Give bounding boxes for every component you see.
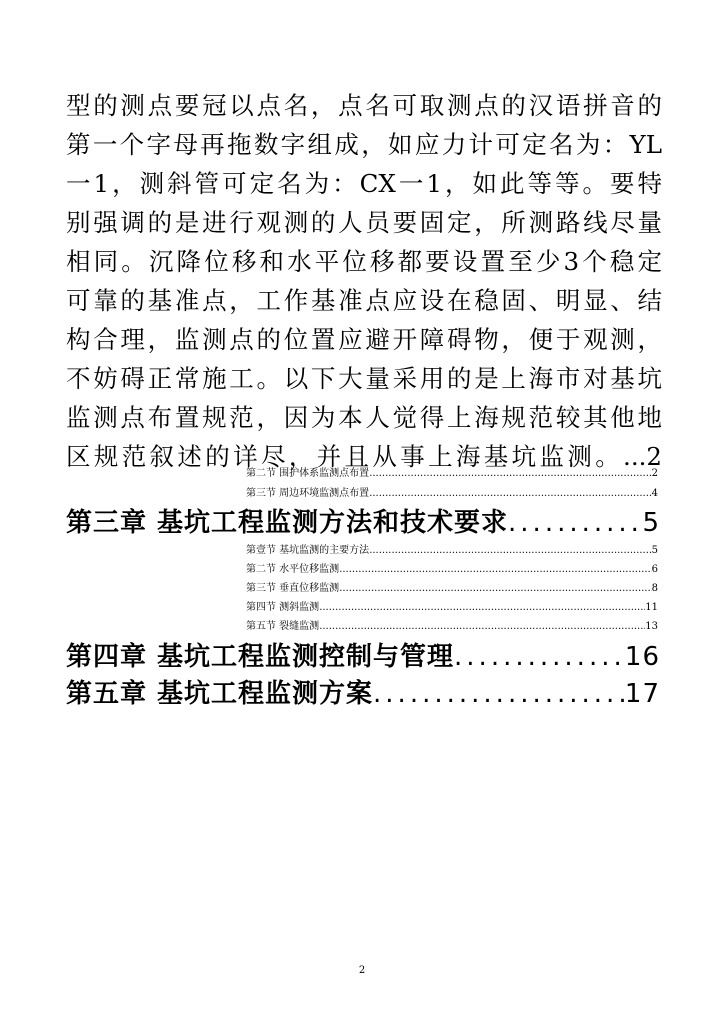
toc-page-number: 6: [651, 564, 658, 575]
page-footer-number: 2: [358, 965, 366, 976]
toc-section-entry[interactable]: [246, 618, 658, 636]
toc-chapter-number: 第三章: [66, 508, 148, 538]
toc-chapter-entry[interactable]: [66, 677, 660, 711]
toc-leader-dots: [369, 542, 651, 560]
toc-chapter-entry[interactable]: [66, 506, 660, 540]
body-paragraph: [66, 86, 662, 476]
toc-page-number: 2: [651, 468, 658, 479]
toc-section-label: 第二节 水平位移监测: [246, 564, 340, 575]
toc-chapter-title-group: [66, 677, 373, 711]
toc-leader-dots: [339, 580, 651, 598]
toc-chapter-title: 基坑工程监测方案: [157, 679, 374, 709]
toc-section-label: 第三节 周边环境监测点布置: [246, 488, 370, 499]
paragraph-line: 一1，测斜管可定名为：CX一1，如此等等。要特: [66, 169, 662, 198]
toc-section-entry[interactable]: [246, 599, 658, 617]
toc-page-number: 11: [645, 602, 658, 613]
toc-section-entry[interactable]: [246, 485, 658, 503]
toc-page-number: 16: [624, 642, 660, 672]
paragraph-line: 不妨碍正常施工。以下大量采用的是上海市对基坑: [66, 364, 662, 393]
toc-page-number: 17: [624, 679, 660, 709]
toc-chapter-number: 第五章: [66, 679, 148, 709]
toc-leader-dots: [339, 561, 651, 579]
toc-section-label: 第四节 测斜监测: [246, 602, 320, 613]
paragraph-line: 第一个字母再拖数字组成，如应力计可定名为：YL: [66, 130, 662, 159]
toc-section-label: 第二节 围护体系监测点布置: [246, 468, 370, 479]
toc-page-number: 4: [651, 488, 658, 499]
toc-section-label: 第五节 裂缝监测: [246, 621, 320, 632]
toc-page-number: 13: [645, 621, 658, 632]
toc-chapter-title-group: [66, 506, 508, 540]
toc-section-entry[interactable]: [246, 465, 658, 483]
toc-chapter-number: 第四章: [66, 642, 148, 672]
paragraph-line: 区规范叙述的详尽，并且从事上海基坑监测。...2: [66, 442, 662, 471]
toc-page-number: 5: [642, 508, 660, 538]
paragraph-line: 可靠的基准点，工作基准点应设在稳固、明显、结: [66, 286, 662, 315]
paragraph-line: 相同。沉降位移和水平位移都要设置至少3个稳定: [66, 247, 662, 276]
toc-leader-dots: [369, 465, 651, 483]
toc-section-label: 第三节 垂直位移监测: [246, 583, 340, 594]
paragraph-line: 监测点布置规范，因为本人觉得上海规范较其他地: [66, 403, 662, 432]
toc-chapter-title: 基坑工程监测方法和技术要求: [157, 508, 509, 538]
toc-section-entry[interactable]: [246, 580, 658, 598]
toc-chapter-entry[interactable]: [66, 640, 660, 674]
paragraph-line: 别强调的是进行观测的人员要固定，所测路线尽量: [66, 208, 662, 237]
toc-section-entry[interactable]: [246, 542, 658, 560]
toc-leader-dots: [369, 485, 651, 503]
toc-section-label: 第壹节 基坑监测的主要方法: [246, 545, 370, 556]
toc-chapter-title: 基坑工程监测控制与管理: [157, 642, 455, 672]
toc-leader-dots: [319, 599, 645, 617]
toc-leader-dots: [508, 506, 642, 540]
toc-chapter-title-group: [66, 640, 454, 674]
toc-page-number: 5: [651, 545, 658, 556]
toc-page-number: 8: [651, 583, 658, 594]
toc-leader-dots: [319, 618, 645, 636]
toc-section-entry[interactable]: [246, 561, 658, 579]
paragraph-line: 构合理，监测点的位置应避开障碍物，便于观测，: [66, 325, 662, 354]
paragraph-line: 型的测点要冠以点名，点名可取测点的汉语拼音的: [66, 91, 662, 120]
toc-leader-dots: [373, 677, 625, 711]
toc-leader-dots: [454, 640, 625, 674]
